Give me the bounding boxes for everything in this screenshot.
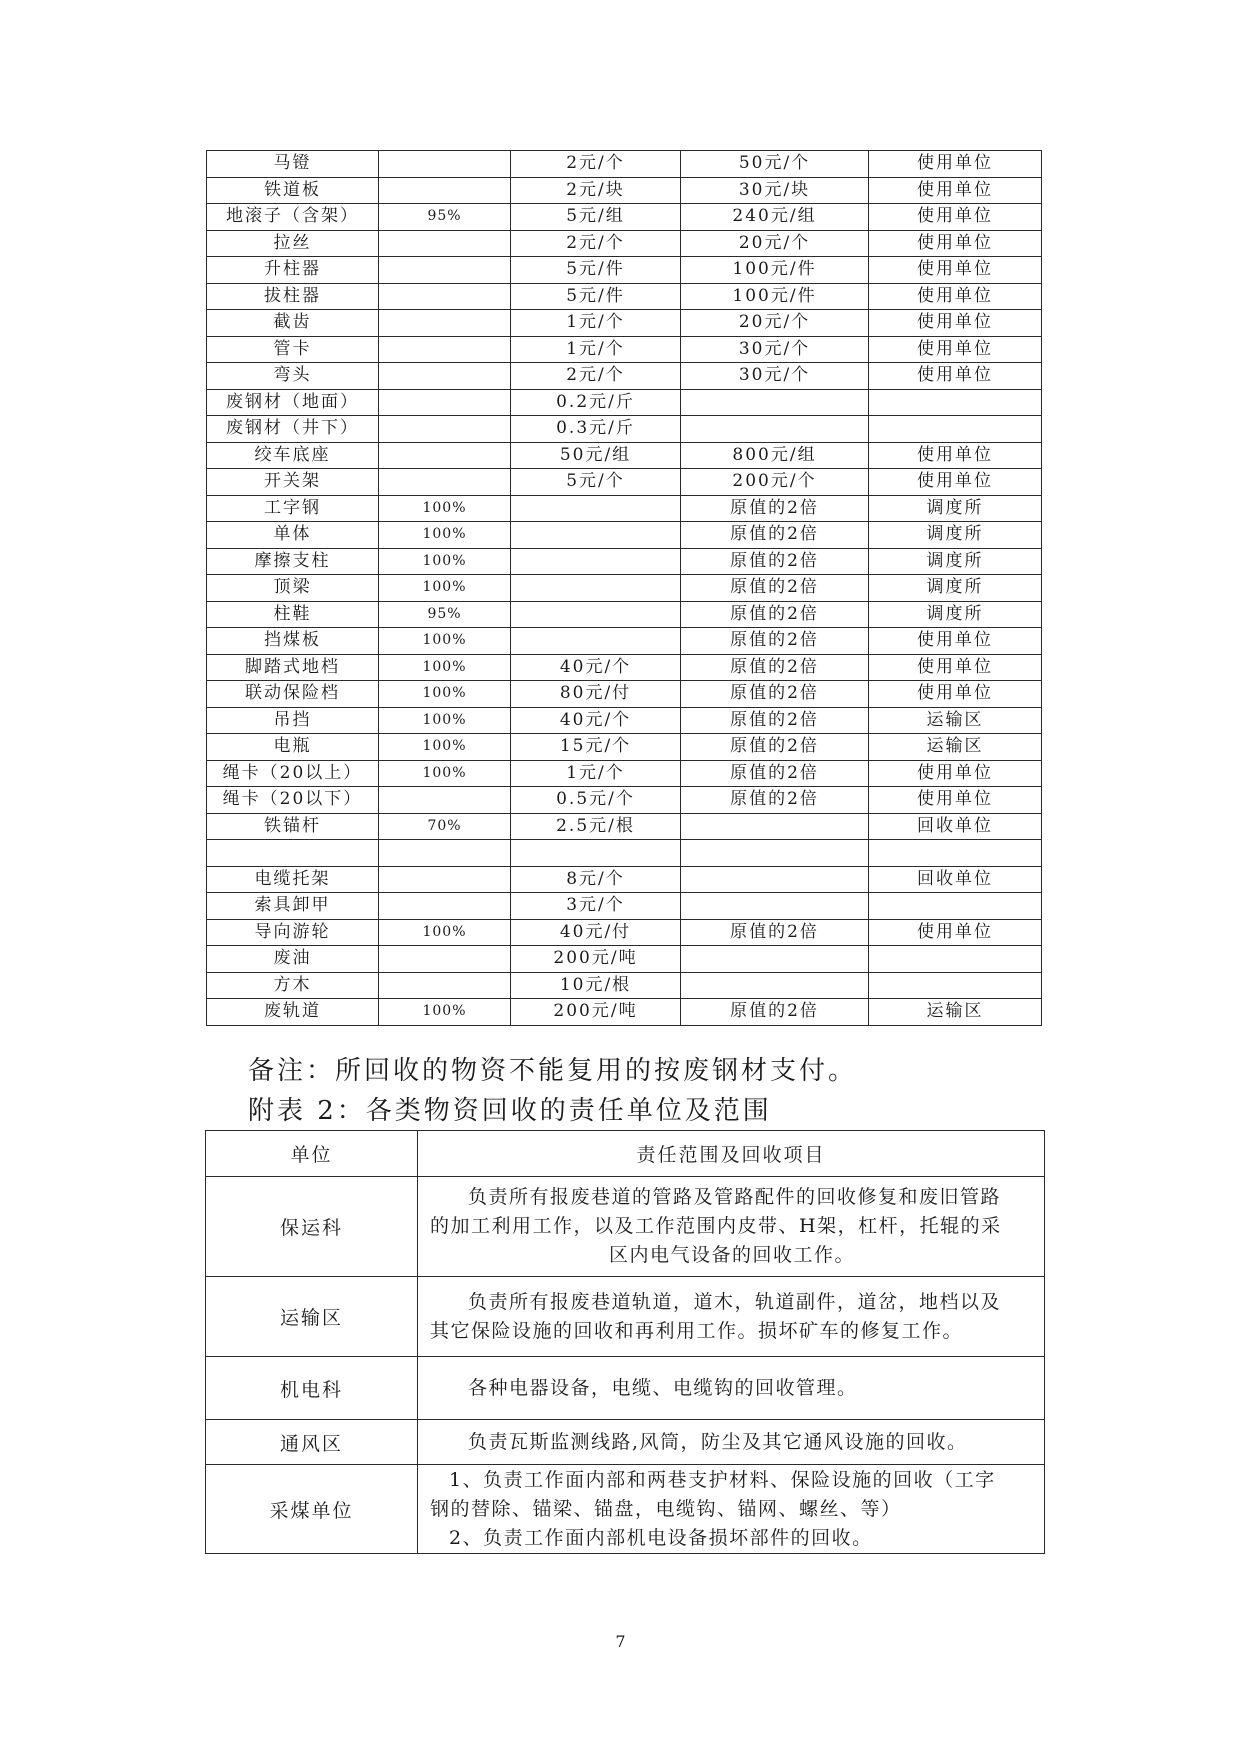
scope-cell [418,1465,1045,1554]
recovery-rate-cell [379,257,511,284]
recovery-reward-cell: 200元/吨 [511,999,681,1026]
item-name-cell: 摩擦支柱 [207,548,379,575]
table-row [206,1277,1045,1357]
item-name-cell: 方木 [207,972,379,999]
item-name-cell: 开关架 [207,469,379,496]
item-name-cell: 绞车底座 [207,442,379,469]
recovery-rate-cell [379,389,511,416]
recovery-rate-cell: 100% [379,522,511,549]
unit-cell: 保运科 [206,1177,418,1277]
responsibility-table-body [206,1131,1045,1554]
loss-penalty-cell: 原值的2倍 [681,787,869,814]
table-row [207,416,1042,443]
loss-penalty-cell: 800元/组 [681,442,869,469]
responsible-unit-cell [869,946,1042,973]
item-name-cell: 电缆托架 [207,866,379,893]
recovery-rate-cell [379,946,511,973]
item-name-cell: 拔柱器 [207,283,379,310]
table-row [207,840,1042,867]
item-name-cell: 废油 [207,946,379,973]
recovery-reward-cell: 1元/个 [511,310,681,337]
loss-penalty-cell: 240元/组 [681,204,869,231]
table-row [207,522,1042,549]
item-name-cell: 地滚子（含架） [207,204,379,231]
recovery-rate-cell [379,310,511,337]
recovery-rate-cell: 100% [379,760,511,787]
recovery-rate-cell [379,442,511,469]
table-row [207,257,1042,284]
scope-cell [418,1357,1045,1420]
table-row [207,999,1042,1026]
item-name-cell: 绳卡（20以下） [207,787,379,814]
recovery-reward-cell: 2元/个 [511,230,681,257]
recovery-reward-cell [511,840,681,867]
table-row [207,151,1042,178]
recovery-reward-cell: 3元/个 [511,893,681,920]
loss-penalty-cell: 30元/个 [681,363,869,390]
table-row [207,469,1042,496]
table-row [207,654,1042,681]
recovery-rate-cell [379,151,511,178]
header-unit: 单位 [206,1131,418,1177]
loss-penalty-cell: 原值的2倍 [681,601,869,628]
loss-penalty-cell [681,813,869,840]
recovery-reward-cell [511,495,681,522]
recovery-reward-cell: 2元/个 [511,151,681,178]
responsible-unit-cell: 使用单位 [869,230,1042,257]
loss-penalty-cell: 30元/个 [681,336,869,363]
recovery-reward-cell: 10元/根 [511,972,681,999]
table-row [207,628,1042,655]
loss-penalty-cell: 原值的2倍 [681,548,869,575]
item-name-cell: 顶梁 [207,575,379,602]
recovery-reward-cell: 8元/个 [511,866,681,893]
loss-penalty-cell [681,416,869,443]
recovery-reward-cell: 0.3元/斤 [511,416,681,443]
recovery-price-table-body [207,151,1042,1026]
scope-cell [418,1177,1045,1277]
scope-line: 的加工利用工作，以及工作范围内皮带、H架，杠杆，托辊的采 [430,1215,1002,1237]
recovery-reward-cell: 200元/吨 [511,946,681,973]
item-name-cell: 截齿 [207,310,379,337]
recovery-reward-cell [511,522,681,549]
item-name-cell: 柱鞋 [207,601,379,628]
recovery-rate-cell: 100% [379,628,511,655]
responsible-unit-cell: 调度所 [869,575,1042,602]
responsible-unit-cell: 调度所 [869,522,1042,549]
responsible-unit-cell: 使用单位 [869,919,1042,946]
item-name-cell: 联动保险档 [207,681,379,708]
responsible-unit-cell: 使用单位 [869,336,1042,363]
recovery-reward-cell: 5元/个 [511,469,681,496]
recovery-reward-cell: 5元/件 [511,257,681,284]
recovery-reward-cell: 1元/个 [511,760,681,787]
responsible-unit-cell: 使用单位 [869,283,1042,310]
recovery-rate-cell [379,336,511,363]
item-name-cell [207,840,379,867]
recovery-rate-cell [379,416,511,443]
item-name-cell: 工字钢 [207,495,379,522]
responsible-unit-cell: 使用单位 [869,442,1042,469]
scope-line: 2、负责工作面内部机电设备损坏部件的回收。 [449,1526,873,1549]
recovery-rate-cell: 100% [379,575,511,602]
responsible-unit-cell [869,840,1042,867]
recovery-rate-cell [379,840,511,867]
scope-line: 负责瓦斯监测线路,风筒，防尘及其它通风设施的回收。 [468,1430,968,1453]
recovery-reward-cell: 5元/组 [511,204,681,231]
responsible-unit-cell [869,416,1042,443]
recovery-reward-cell: 40元/个 [511,707,681,734]
table-row [207,893,1042,920]
item-name-cell: 吊挡 [207,707,379,734]
recovery-reward-cell: 0.5元/个 [511,787,681,814]
table-row [207,760,1042,787]
scope-line: 负责所有报废巷道的管路及管路配件的回收修复和废旧管路 [468,1186,1002,1208]
responsible-unit-cell: 使用单位 [869,654,1042,681]
recovery-rate-cell [379,866,511,893]
recovery-rate-cell [379,469,511,496]
recovery-rate-cell [379,787,511,814]
header-scope: 责任范围及回收项目 [418,1131,1045,1177]
loss-penalty-cell: 原值的2倍 [681,760,869,787]
recovery-reward-cell: 5元/件 [511,283,681,310]
item-name-cell: 脚踏式地档 [207,654,379,681]
loss-penalty-cell: 原值的2倍 [681,575,869,602]
recovery-rate-cell: 100% [379,681,511,708]
recovery-rate-cell: 100% [379,707,511,734]
table-row [207,972,1042,999]
table-row [206,1357,1045,1420]
responsible-unit-cell: 使用单位 [869,177,1042,204]
responsible-unit-cell [869,972,1042,999]
responsible-unit-cell: 使用单位 [869,760,1042,787]
scope-line: 区内电气设备的回收工作。 [608,1244,855,1266]
appendix-title: 附表 2：各类物资回收的责任单位及范围 [248,1096,772,1126]
recovery-reward-cell [511,575,681,602]
table-row [207,363,1042,390]
loss-penalty-cell [681,866,869,893]
table-row [207,548,1042,575]
loss-penalty-cell: 原值的2倍 [681,681,869,708]
item-name-cell: 管卡 [207,336,379,363]
responsible-unit-cell: 使用单位 [869,204,1042,231]
loss-penalty-cell: 原值的2倍 [681,999,869,1026]
table-row [207,283,1042,310]
item-name-cell: 导向游轮 [207,919,379,946]
item-name-cell: 铁道板 [207,177,379,204]
responsible-unit-cell: 使用单位 [869,257,1042,284]
table-row [207,310,1042,337]
item-name-cell: 挡煤板 [207,628,379,655]
recovery-rate-cell: 95% [379,601,511,628]
loss-penalty-cell: 原值的2倍 [681,919,869,946]
loss-penalty-cell [681,389,869,416]
recovery-rate-cell [379,283,511,310]
item-name-cell: 马镫 [207,151,379,178]
recovery-rate-cell: 100% [379,919,511,946]
loss-penalty-cell: 200元/个 [681,469,869,496]
scope-line: 1、负责工作面内部和两巷支护材料、保险设施的回收（工字 [449,1468,996,1491]
recovery-rate-cell: 100% [379,734,511,761]
scope-line: 钢的替除、锚梁、锚盘，电缆钩、锚网、螺丝、等） [430,1497,902,1520]
loss-penalty-cell: 20元/个 [681,230,869,257]
responsibility-table [205,1130,1045,1554]
remark-note: 备注：所回收的物资不能复用的按废钢材支付。 [248,1056,858,1086]
responsible-unit-cell: 回收单位 [869,866,1042,893]
recovery-reward-cell: 40元/付 [511,919,681,946]
table-row [207,919,1042,946]
recovery-rate-cell [379,972,511,999]
responsible-unit-cell: 使用单位 [869,310,1042,337]
table-row [207,177,1042,204]
table-row [207,707,1042,734]
recovery-rate-cell [379,893,511,920]
loss-penalty-cell: 30元/块 [681,177,869,204]
loss-penalty-cell: 50元/个 [681,151,869,178]
item-name-cell: 索具卸甲 [207,893,379,920]
responsible-unit-cell: 使用单位 [869,151,1042,178]
recovery-rate-cell: 100% [379,654,511,681]
recovery-reward-cell: 2元/块 [511,177,681,204]
scope-cell [418,1277,1045,1357]
recovery-rate-cell: 70% [379,813,511,840]
table-row [207,442,1042,469]
recovery-rate-cell: 100% [379,495,511,522]
recovery-reward-cell: 50元/组 [511,442,681,469]
recovery-rate-cell [379,230,511,257]
loss-penalty-cell: 原值的2倍 [681,495,869,522]
responsible-unit-cell: 调度所 [869,495,1042,522]
item-name-cell: 废轨道 [207,999,379,1026]
table-row [207,336,1042,363]
table-row [207,389,1042,416]
loss-penalty-cell: 20元/个 [681,310,869,337]
responsible-unit-cell: 使用单位 [869,469,1042,496]
responsible-unit-cell [869,893,1042,920]
recovery-rate-cell: 100% [379,548,511,575]
loss-penalty-cell: 原值的2倍 [681,707,869,734]
responsible-unit-cell: 回收单位 [869,813,1042,840]
recovery-reward-cell: 0.2元/斤 [511,389,681,416]
loss-penalty-cell: 原值的2倍 [681,522,869,549]
item-name-cell: 废钢材（井下） [207,416,379,443]
responsible-unit-cell: 运输区 [869,707,1042,734]
recovery-rate-cell: 95% [379,204,511,231]
table-row [206,1465,1045,1554]
recovery-rate-cell: 100% [379,999,511,1026]
table-row [206,1177,1045,1277]
loss-penalty-cell: 100元/件 [681,283,869,310]
recovery-price-table [206,150,1042,1026]
recovery-reward-cell: 15元/个 [511,734,681,761]
scope-line: 负责所有报废巷道轨道，道木，轨道副件，道岔，地档以及 [468,1290,1002,1313]
unit-cell: 通风区 [206,1420,418,1465]
item-name-cell: 废钢材（地面） [207,389,379,416]
table-row [207,495,1042,522]
unit-cell: 机电科 [206,1357,418,1420]
responsible-unit-cell: 使用单位 [869,363,1042,390]
loss-penalty-cell: 原值的2倍 [681,628,869,655]
unit-cell: 运输区 [206,1277,418,1357]
table-row [207,681,1042,708]
recovery-reward-cell [511,601,681,628]
responsible-unit-cell: 运输区 [869,999,1042,1026]
loss-penalty-cell [681,946,869,973]
table-row [207,734,1042,761]
item-name-cell: 升柱器 [207,257,379,284]
scope-line: 各种电器设备，电缆、电缆钩的回收管理。 [468,1376,858,1399]
recovery-reward-cell: 1元/个 [511,336,681,363]
item-name-cell: 拉丝 [207,230,379,257]
recovery-reward-cell: 2元/个 [511,363,681,390]
loss-penalty-cell: 100元/件 [681,257,869,284]
table-row [207,946,1042,973]
loss-penalty-cell: 原值的2倍 [681,734,869,761]
loss-penalty-cell [681,972,869,999]
recovery-rate-cell [379,363,511,390]
item-name-cell: 绳卡（20以上） [207,760,379,787]
unit-cell: 采煤单位 [206,1465,418,1554]
table-row [206,1420,1045,1465]
table-row [207,866,1042,893]
loss-penalty-cell [681,893,869,920]
responsible-unit-cell: 运输区 [869,734,1042,761]
responsibility-table-header-row [206,1131,1045,1177]
table-row [207,204,1042,231]
recovery-reward-cell [511,628,681,655]
recovery-reward-cell [511,548,681,575]
loss-penalty-cell: 原值的2倍 [681,654,869,681]
page-number: 7 [615,1632,626,1651]
responsible-unit-cell: 使用单位 [869,681,1042,708]
responsible-unit-cell: 使用单位 [869,787,1042,814]
responsible-unit-cell: 调度所 [869,601,1042,628]
scope-cell [418,1420,1045,1465]
responsible-unit-cell: 使用单位 [869,628,1042,655]
recovery-reward-cell: 80元/付 [511,681,681,708]
recovery-rate-cell [379,177,511,204]
responsible-unit-cell: 调度所 [869,548,1042,575]
table-row [207,601,1042,628]
table-row [207,787,1042,814]
table-row [207,575,1042,602]
item-name-cell: 铁锚杆 [207,813,379,840]
loss-penalty-cell [681,840,869,867]
responsible-unit-cell [869,389,1042,416]
item-name-cell: 单体 [207,522,379,549]
item-name-cell: 电瓶 [207,734,379,761]
table-row [207,813,1042,840]
recovery-reward-cell: 40元/个 [511,654,681,681]
table-row [207,230,1042,257]
recovery-reward-cell: 2.5元/根 [511,813,681,840]
item-name-cell: 弯头 [207,363,379,390]
scope-line: 其它保险设施的回收和再利用工作。损坏矿车的修复工作。 [430,1319,964,1342]
